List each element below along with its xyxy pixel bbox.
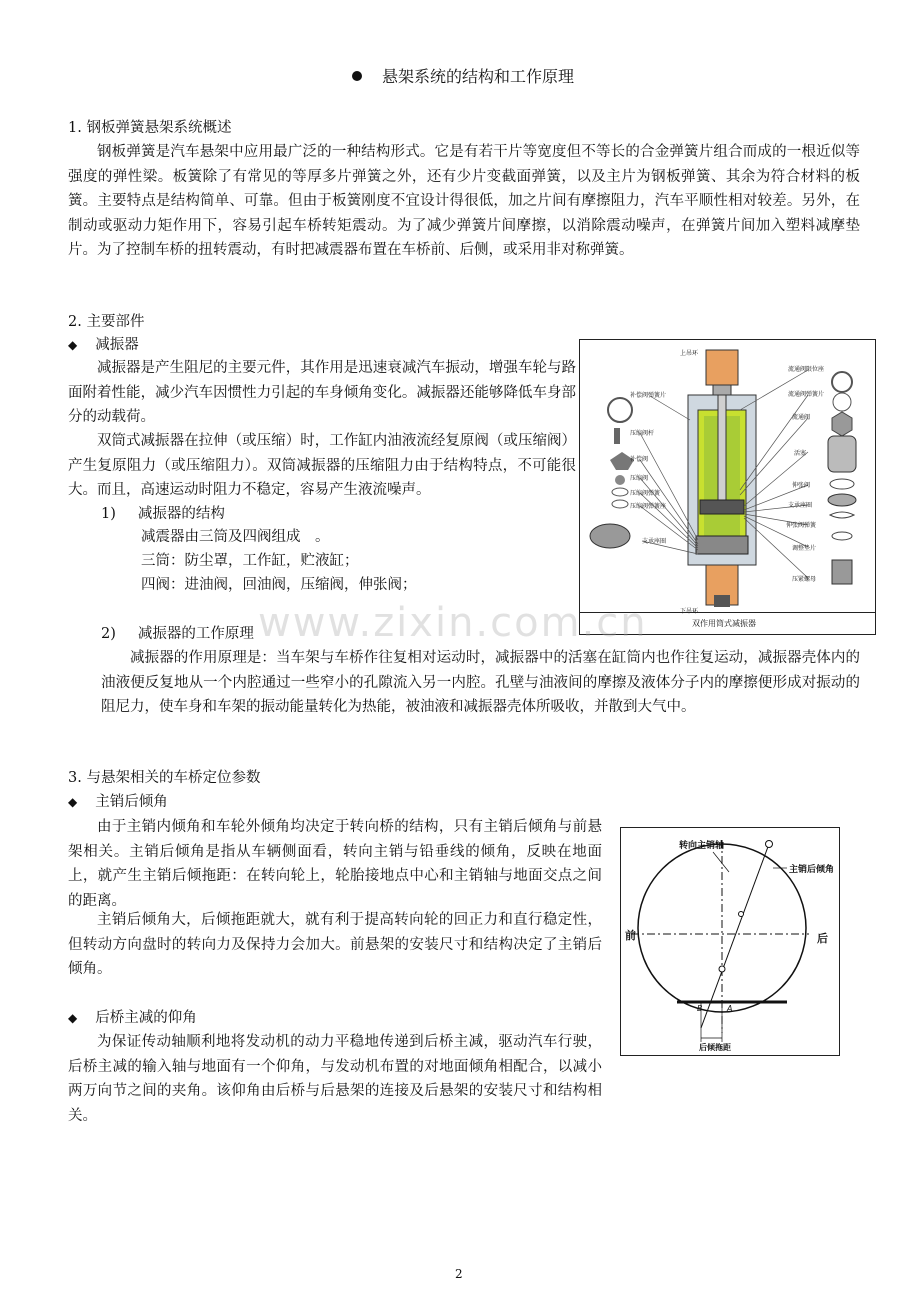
diamond-bullet-icon: ◆ <box>68 1011 78 1025</box>
label-caster-angle: 主销后倾角 <box>789 865 835 875</box>
label-top-eye: 上吊环 <box>680 350 699 357</box>
top-eye <box>706 350 738 385</box>
sub2-paragraph: 减振器的作用原理是：当车架与车桥作往复相对运动时，减振器中的活塞在缸筒内也作往复运动，减振器壳体内的油液便反复地从一个内腔通过一些窄小的孔隙流入另一内腔。孔壁与油液间的摩擦及液体分子内的摩擦便形成对振动的阻尼力，使车身和车架的振动能量转化为热能，被油液和减振器壳体所吸收，并散到大气中。 <box>101 650 860 715</box>
label-kingpin-axis: 转向主销轴 <box>679 841 725 851</box>
sub1-heading: 1) 减振器的结构 <box>101 506 225 522</box>
shock-para1: 减振器是产生阻尼的主要元件，其作用是迅速衰减汽车振动，增强车轮与路面附着性能，减少汽车因惯性力引起的车身倾角变化。减振器还能够降低车身部分的动载荷。 <box>68 360 576 425</box>
label-l4: 压缩阀弹簧 <box>630 490 661 497</box>
bullet-dot-icon <box>352 71 362 81</box>
section2-heading: 2. 主要部件 <box>68 314 145 330</box>
bullet-caster: ◆ 主销后倾角 <box>68 794 168 810</box>
label-front: 前 <box>625 929 636 942</box>
label-r8: 压紧螺母 <box>792 576 817 583</box>
page-number: 2 <box>455 1267 463 1281</box>
caster-para2: 主销后倾角大，后倾拖距就大，就有利于提高转向轮的回正力和直行稳定性，但转动方向盘时的转向力及保持力会加大。前悬架的安装尺寸和结构决定了主销后倾角。 <box>68 912 602 977</box>
label-r2: 流通阀 <box>792 414 811 421</box>
section1-paragraph: 钢板弹簧是汽车悬架中应用最广泛的一种结构形式。它是有若干片等宽度但不等长的合金弹簧片组合而成的一根近似等强度的弹性梁。板簧除了有常见的等厚多片弹簧之外，还有少片变截面弹簧，以及主片为钢板弹簧、其余为符合材料的板簧。主要特点是结构简单、可靠。但由于板簧刚度不宜设计得很低，加之片间有摩擦阻力，汽车平顺性相对较差。另外，在制动或驱动力矩作用下，容易引起车桥转矩震动。为了减少弹簧片间摩擦，以消除震动噪声，在弹簧片间加入塑料减摩垫片。为了控制车桥的扭转震动，有时把减震器布置在车桥前、后侧，或采用非对称弹簧。 <box>68 144 860 258</box>
label-r5: 支承座圈 <box>788 502 813 509</box>
pinion-para: 为保证传动轴顺利地将发动机的动力平稳地传递到后桥主减，驱动汽车行驶，后桥主减的输入轴与地面有一个仰角，与发动机布置的对地面倾角相配合，以减小两万向节之间的夹角。该仰角由后桥与后悬架的连接及后悬架的安装尺寸和结构相关。 <box>68 1034 602 1124</box>
watermark: www.zixin.com.cn <box>258 600 648 646</box>
caster-para1: 由于主销内倾角和车轮外倾角均决定于转向桥的结构，只有主销后倾角与前悬架相关。主销后倾角是指从车辆侧面看，转向主销与铅垂线的倾角，反映在地面上，就产生主销后倾拖距：在转向轮上，轮胎接地点中心和主销轴与地面交点之间的距离。 <box>68 819 602 909</box>
label-r4: 伸张阀 <box>792 482 811 489</box>
shock-absorber-diagram <box>580 340 875 634</box>
label-r7: 调整垫片 <box>792 545 817 552</box>
label-r3: 活塞 <box>794 450 807 457</box>
piston-rod <box>718 395 726 505</box>
shock-absorber-figure <box>579 339 876 635</box>
sub1-line2: 三筒：防尘罩，工作缸，贮液缸； <box>141 553 359 569</box>
sub2-heading: 2) 减振器的工作原理 <box>101 626 254 642</box>
bullet-pinion-angle: ◆ 后桥主减的仰角 <box>68 1010 197 1026</box>
label-r0: 流通阀限位座 <box>788 366 825 373</box>
label-r1: 流通阀弹簧片 <box>788 391 825 398</box>
label-l6: 支承座圈 <box>642 538 667 545</box>
diamond-bullet-icon: ◆ <box>68 338 78 352</box>
label-a: A <box>727 1004 733 1013</box>
label-bottom-eye: 下吊环 <box>680 608 699 615</box>
sub1-line1: 减震器由三筒及四阀组成 。 <box>141 529 330 545</box>
label-l5: 压缩阀弹簧座 <box>630 503 667 510</box>
piston <box>700 500 744 514</box>
page-title <box>352 64 574 87</box>
label-l1: 压缩阀杆 <box>630 430 655 437</box>
figure1-caption: 双作用筒式减振器 <box>692 619 756 628</box>
label-rear: 后 <box>817 932 828 945</box>
label-l3: 压缩阀 <box>630 475 649 482</box>
sub1-line3: 四阀：进油阀，回油阀，压缩阀，伸张阀； <box>141 577 417 593</box>
caster-angle-figure <box>620 827 840 1056</box>
label-b: B <box>697 1004 703 1013</box>
section3-heading: 3. 与悬架相关的车桥定位参数 <box>68 770 261 786</box>
page-title-text: 悬架系统的结构和工作原理 <box>382 67 575 86</box>
label-l0: 补偿阀弹簧片 <box>630 392 667 399</box>
label-r6: 伸张阀弹簧 <box>786 522 817 529</box>
section1-heading: 1. 钢板弹簧悬架系统概述 <box>68 120 232 136</box>
bullet-shock-absorber: ◆ 减振器 <box>68 337 139 353</box>
label-l2: 补偿阀 <box>630 456 649 463</box>
diamond-bullet-icon: ◆ <box>68 795 78 809</box>
shock-para2: 双筒式减振器在拉伸（或压缩）时，工作缸内油液流经复原阀（或压缩阀）产生复原阻力（或压缩阻力）。双筒减振器的压缩阻力由于结构特点，不可能很大。而且，高速运动时阻力不稳定，容易产生液流噪声。 <box>68 433 576 498</box>
label-caster-trail: 后倾拖距 <box>699 1043 731 1052</box>
